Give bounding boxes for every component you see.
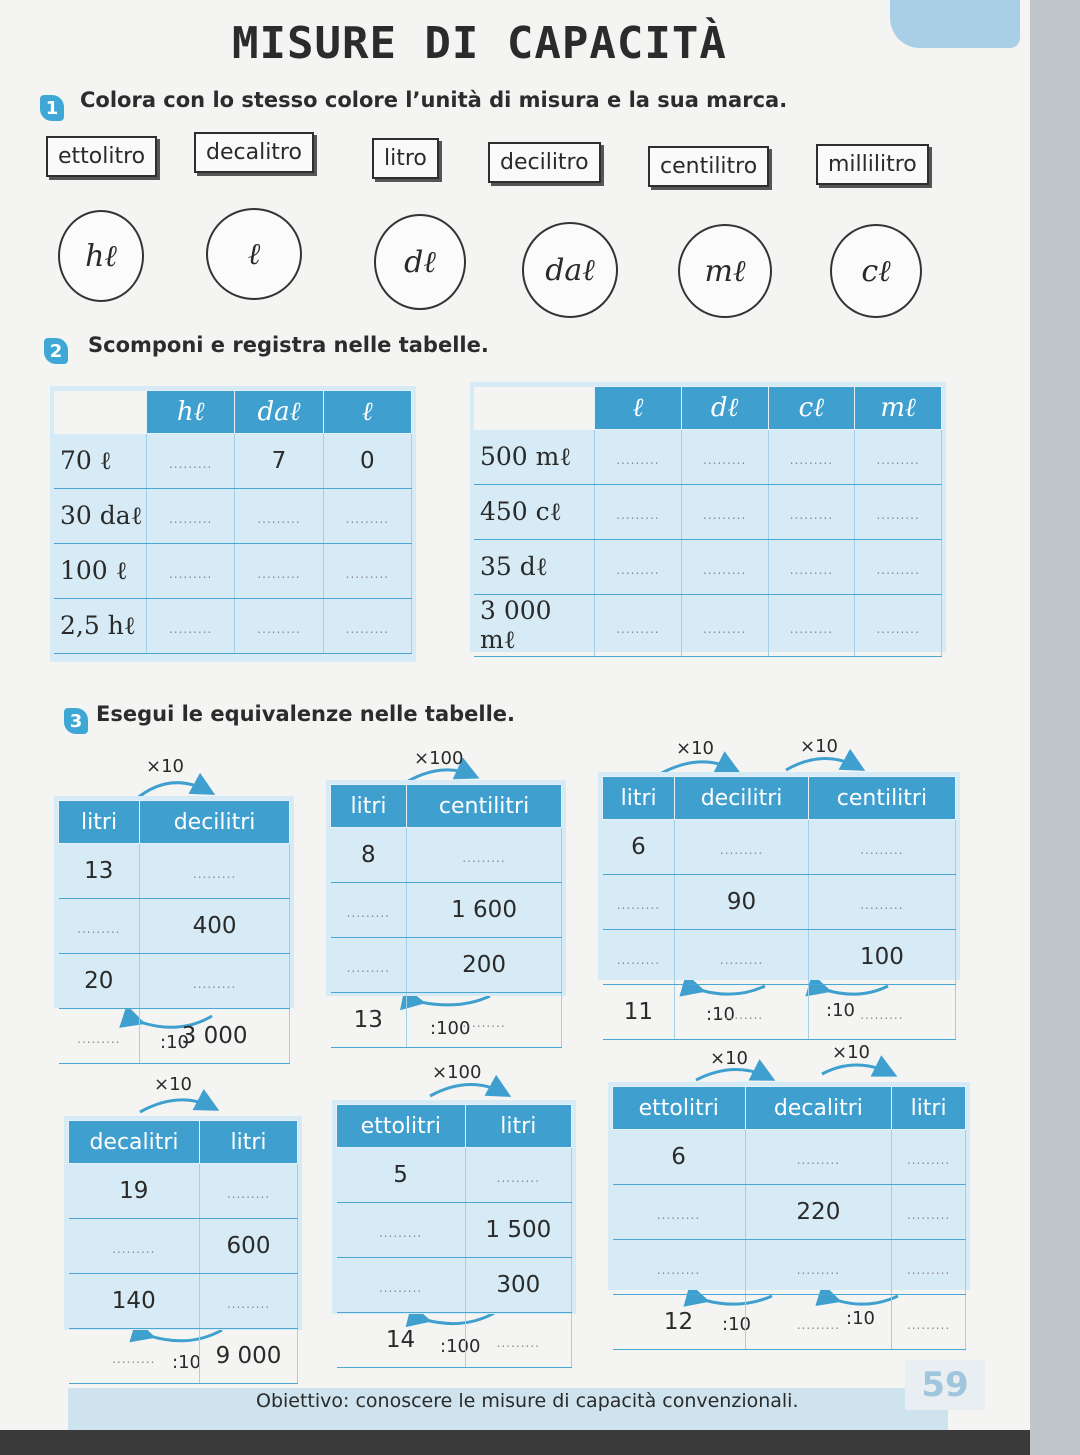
corner-decoration <box>850 0 1020 50</box>
answer-cell[interactable] <box>235 544 323 599</box>
multiplier-label: ×100 <box>414 748 464 769</box>
exercise-3-badge: 3 <box>64 708 88 734</box>
table-row: 11 ..... ..... <box>603 985 956 1040</box>
table-row: 35 dℓ ..... ..... ..... ..... <box>474 540 942 595</box>
table-row: 500 mℓ ..... ..... ..... ..... <box>474 430 942 485</box>
table-row: 450 cℓ ..... ..... ..... ..... <box>474 485 942 540</box>
answer-cell[interactable] <box>768 595 855 657</box>
answer-cell[interactable] <box>855 485 942 540</box>
answer-cell[interactable] <box>200 1274 298 1329</box>
answer-cell[interactable] <box>892 1295 966 1350</box>
page-number: 59 <box>905 1360 985 1410</box>
table-row: 13 ..... <box>59 844 290 899</box>
table-row: 8 ..... <box>331 828 562 883</box>
table-row: 2,5 hℓ ..... ..... ..... <box>54 599 412 654</box>
table-row: 13 ..... <box>331 993 562 1048</box>
table-row: 6 ..... ..... <box>613 1130 966 1185</box>
answer-cell[interactable] <box>855 430 942 485</box>
exercise-3-instruction: Esegui le equivalenze nelle tabelle. <box>96 702 516 726</box>
table-row: 70 ℓ ..... 7 0 <box>54 434 412 489</box>
answer-cell[interactable] <box>465 1148 571 1203</box>
header-dl: dℓ <box>681 387 768 430</box>
header-ml: mℓ <box>855 387 942 430</box>
exercise-1-badge: 1 <box>40 95 64 121</box>
answer-cell[interactable] <box>675 930 809 985</box>
table-row: 140 ..... <box>69 1274 298 1329</box>
answer-cell[interactable] <box>235 489 323 544</box>
table-3b: litri centilitri 8 ..... ..... 1 600 ..... 200 13 ..... <box>330 784 562 1048</box>
answer-cell[interactable] <box>681 595 768 657</box>
table-3c: litri decilitri centilitri 6 ..... ..... ..... 90 ..... ..... ..... 100 11 ..... ..... <box>602 776 956 1040</box>
answer-cell[interactable] <box>147 599 235 654</box>
multiplier-label: ×100 <box>432 1062 482 1083</box>
table-row: ..... 9 000 <box>69 1329 298 1384</box>
multiplier-label: ×10 <box>154 1074 192 1095</box>
table-row: ..... 3 000 <box>59 1009 290 1064</box>
header-cl: cℓ <box>768 387 855 430</box>
table-row: ..... 1 600 <box>331 883 562 938</box>
answer-cell[interactable] <box>235 599 323 654</box>
answer-cell[interactable] <box>337 1258 466 1313</box>
unit-decilitro[interactable]: decilitro <box>488 142 601 183</box>
table-2a <box>54 390 412 654</box>
divider-label: :10 <box>722 1314 751 1335</box>
unit-litro[interactable]: litro <box>372 138 439 179</box>
answer-cell[interactable] <box>59 1009 140 1064</box>
table-row: ..... 1 500 <box>337 1203 572 1258</box>
answer-cell[interactable] <box>595 595 682 657</box>
exercise-1-instruction: Colora con lo stesso colore l’unità di misura e la sua marca. <box>80 88 788 112</box>
divider-label: :10 <box>172 1352 201 1373</box>
page-title: MISURE DI CAPACITÀ <box>232 18 727 69</box>
header-l: ℓ <box>595 387 682 430</box>
answer-cell[interactable] <box>140 954 290 1009</box>
unit-ettolitro[interactable]: ettolitro <box>46 136 157 177</box>
table-row: 30 daℓ ..... ..... ..... <box>54 489 412 544</box>
table-row: 20 ..... <box>59 954 290 1009</box>
table-row: 12 ..... ..... <box>613 1295 966 1350</box>
answer-cell[interactable] <box>768 540 855 595</box>
objective-text: Obiettivo: conoscere le misure di capacità convenzionali. <box>256 1390 799 1412</box>
table-row: 6 ..... ..... <box>603 820 956 875</box>
table-row: 100 ℓ ..... ..... ..... <box>54 544 412 599</box>
answer-cell[interactable] <box>69 1219 200 1274</box>
table-row: ..... ..... 100 <box>603 930 956 985</box>
divider-label: :100 <box>440 1336 481 1357</box>
answer-cell[interactable] <box>675 820 809 875</box>
divider-label: :10 <box>160 1032 189 1053</box>
table-3f: ettolitri decalitri litri 6 ..... ..... ..... 220 ..... ..... ..... ..... 12 ..... ..... <box>612 1086 966 1350</box>
answer-cell[interactable] <box>681 485 768 540</box>
answer-cell[interactable] <box>147 434 235 489</box>
answer-cell[interactable] <box>681 540 768 595</box>
answer-cell[interactable] <box>337 1203 466 1258</box>
answer-cell[interactable] <box>595 430 682 485</box>
exercise-2-badge: 2 <box>44 338 68 364</box>
answer-cell[interactable] <box>808 820 955 875</box>
answer-cell[interactable] <box>407 828 562 883</box>
answer-cell[interactable] <box>603 875 675 930</box>
multiplier-label: ×10 <box>676 738 714 759</box>
multiplier-label: ×10 <box>800 736 838 757</box>
answer-cell[interactable] <box>59 899 140 954</box>
answer-cell[interactable] <box>465 1313 571 1368</box>
answer-cell[interactable] <box>855 540 942 595</box>
multiplier-label: ×10 <box>710 1048 748 1069</box>
multiplier-label: ×10 <box>146 756 184 777</box>
table-3e: ettolitri litri 5 ..... ..... 1 500 ..... 300 14 ..... <box>336 1104 572 1368</box>
unit-decalitro[interactable]: decalitro <box>194 132 314 173</box>
table-row <box>613 1240 966 1295</box>
header-hl: hℓ <box>147 391 235 434</box>
unit-centilitro[interactable]: centilitro <box>648 146 769 187</box>
answer-cell[interactable] <box>855 595 942 657</box>
unit-millilitro[interactable]: millilitro <box>816 144 929 185</box>
table-row: 14 ..... <box>337 1313 572 1368</box>
answer-cell[interactable] <box>808 875 955 930</box>
answer-cell[interactable] <box>140 844 290 899</box>
answer-cell[interactable] <box>200 1164 298 1219</box>
divider-label: :10 <box>706 1004 735 1025</box>
table-row: 5 ..... <box>337 1148 572 1203</box>
header-l: ℓ <box>323 391 411 434</box>
answer-cell[interactable] <box>603 930 675 985</box>
answer-cell[interactable] <box>147 544 235 599</box>
exercise-2-instruction: Scomponi e registra nelle tabelle. <box>88 333 489 357</box>
answer-cell[interactable] <box>613 1185 746 1240</box>
answer-cell[interactable] <box>745 1295 892 1350</box>
answer-cell[interactable] <box>69 1329 200 1384</box>
answer-cell[interactable] <box>595 485 682 540</box>
answer-cell[interactable] <box>331 883 407 938</box>
answer-cell[interactable] <box>892 1185 966 1240</box>
table-2b <box>474 386 942 657</box>
answer-cell[interactable] <box>407 993 562 1048</box>
divider-label: :100 <box>430 1018 471 1039</box>
page-edge <box>1030 0 1080 1455</box>
table-row: ..... 600 <box>69 1219 298 1274</box>
divider-label: :10 <box>846 1308 875 1329</box>
answer-cell[interactable] <box>323 599 411 654</box>
table-row: ..... 90 ..... <box>603 875 956 930</box>
answer-cell[interactable] <box>808 985 955 1040</box>
table-row: ..... 220 ..... <box>613 1185 966 1240</box>
multiplier-label: ×10 <box>832 1042 870 1063</box>
answer-cell[interactable] <box>681 430 768 485</box>
answer-cell[interactable] <box>613 1240 746 1295</box>
answer-cell[interactable] <box>323 544 411 599</box>
divider-label: :10 <box>826 1000 855 1021</box>
table-row: ..... 200 <box>331 938 562 993</box>
table-3a: litri decilitri 13 ..... ..... 400 20 ..... ..... 3 000 <box>58 800 290 1064</box>
answer-cell[interactable] <box>323 489 411 544</box>
header-dal: daℓ <box>235 391 323 434</box>
answer-cell[interactable] <box>675 985 809 1040</box>
bottom-shadow <box>0 1430 1030 1455</box>
answer-cell[interactable] <box>892 1240 966 1295</box>
table-3d: decalitri litri 19 ..... ..... 600 140 ..... ..... 9 000 <box>68 1120 298 1384</box>
table-row: ..... 400 <box>59 899 290 954</box>
answer-cell[interactable] <box>595 540 682 595</box>
answer-cell[interactable] <box>745 1130 892 1185</box>
answer-cell[interactable] <box>768 485 855 540</box>
answer-cell[interactable] <box>331 938 407 993</box>
table-row: ..... 300 <box>337 1258 572 1313</box>
table-row: 3 000 mℓ ..... ..... ..... ..... <box>474 595 942 657</box>
table-row: 19 ..... <box>69 1164 298 1219</box>
answer-cell[interactable] <box>892 1130 966 1185</box>
answer-cell[interactable] <box>745 1240 892 1295</box>
answer-cell[interactable] <box>147 489 235 544</box>
answer-cell[interactable] <box>768 430 855 485</box>
